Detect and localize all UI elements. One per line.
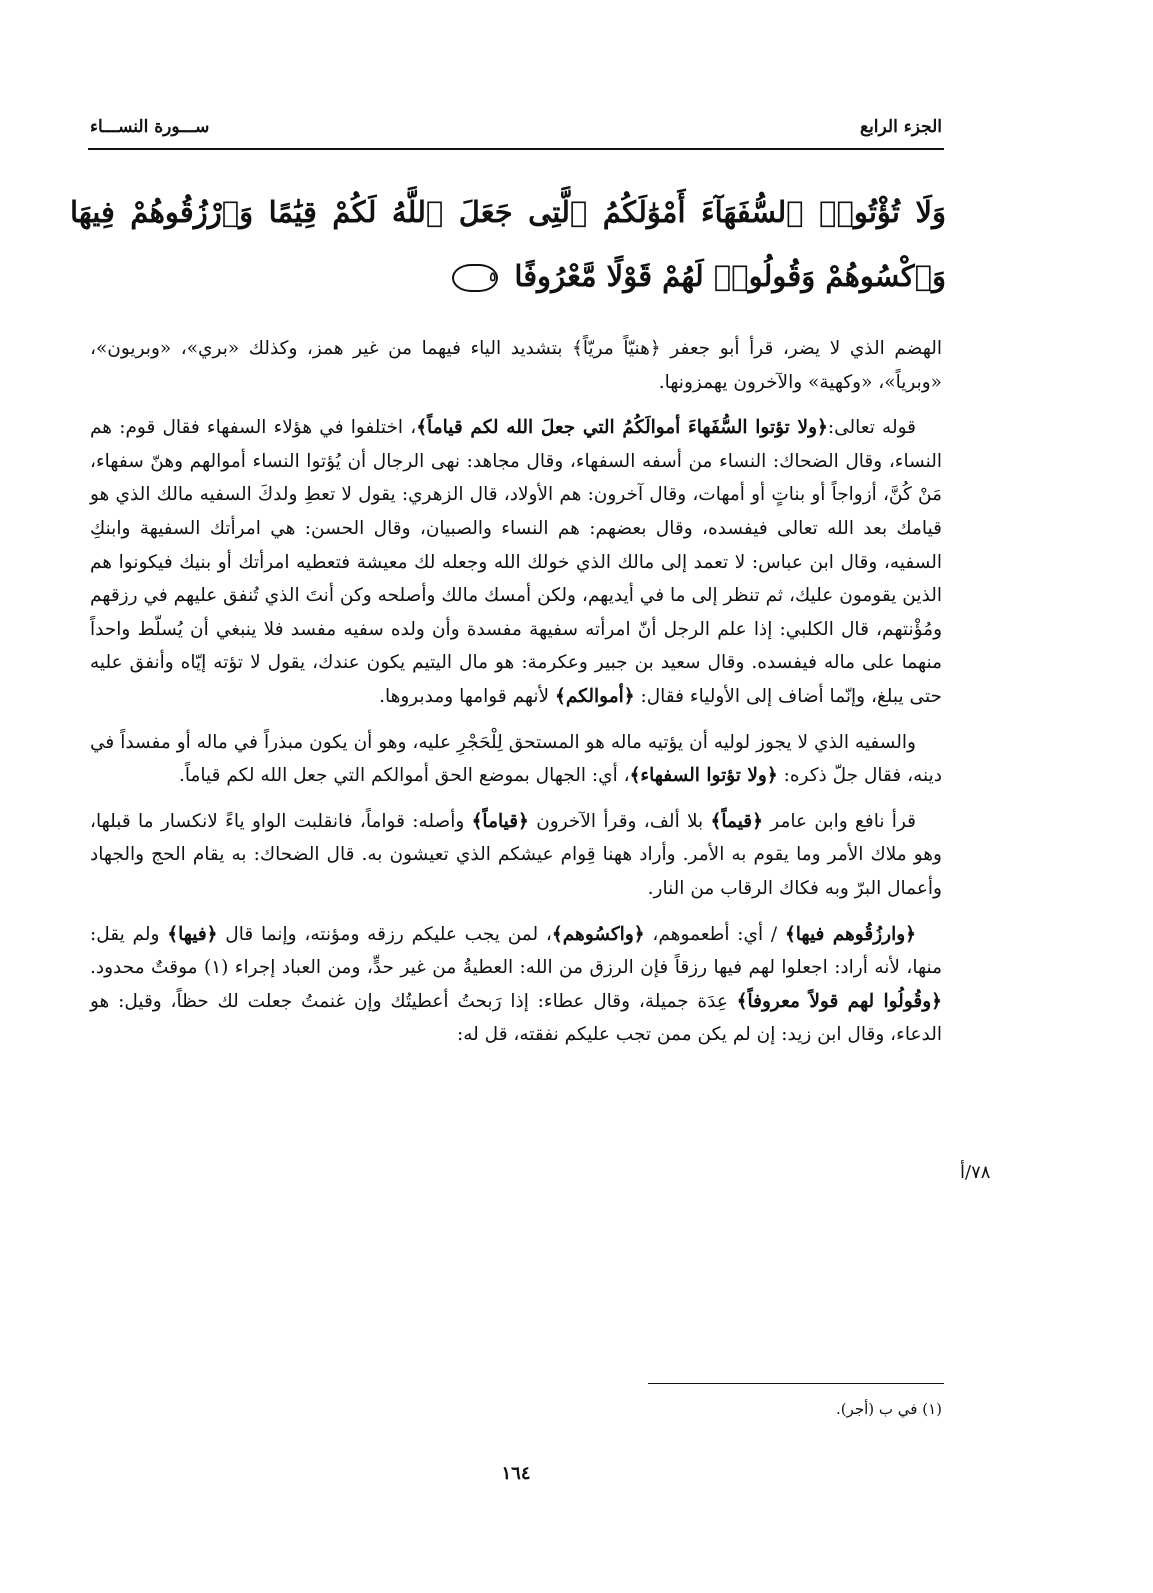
- paragraph-4-quote-2: ﴿قياماً﴾: [471, 810, 529, 832]
- paragraph-4-quote-1: ﴿قيماً﴾: [710, 810, 763, 832]
- paragraph-5-quote-1: ﴿وارزُقُوهم فيها﴾: [784, 923, 916, 945]
- paragraph-2-text: ، اختلفوا في هؤلاء السفهاء فقال قوم: هم النساء، وقال الضحاك: النساء من أسفه السفهاء، وقال مجاهد: نهى الرجال أن يُؤتوا النساء أموالهم وهنّ سفهاء، مَنْ كُنَّ، أزواجاً أو بناتٍ أو أمهات، وقال آخرون: هم الأولاد، قال الزهري: يقول لا تعطِ ولدكَ السفيه مالك الذي هو قيامك بعد الله تعالى فيفسده، وقال بعضهم: هم النساء والصبيان، وقال الحسن: هي امرأتك السفيهة وابنكِ السفيه، وقال ابن عباس: لا تعمد إلى مالك الذي خولك الله وجعله لك معيشة فتعطيه امرأتك أو بنيك فيكونوا هم الذين يقومون عليك، ثم تنظر إلى ما في أيديهم، ولكن أمسك مالك وأصلحه وكن أنتَ الذي تُنفق عليهم في رزقهم ومُؤْنتهم، قال الكلبي: إذا علم الرجل أنّ امرأته سفيهة مفسدة وأن ولده سفيه مفسد فلا ينبغي أن يُسلّط واحداً منهما على ماله فيفسده. وقال سعيد بن جبير وعكرمة: هو مال اليتيم يكون عندك، يقول لا تؤته إيّاه وأنفق عليه حتى يبلغ، وإنّما أضاف إلى الأولياء فقال:: [90, 417, 942, 707]
- paragraph-4: [90, 805, 942, 906]
- paragraph-3-quote: ﴿ولا تؤتوا السفهاء﴾: [629, 765, 778, 787]
- paragraph-1: [90, 332, 942, 399]
- verse-text: وَلَا تُؤْتُوا۟ ٱلسُّفَهَآءَ أَمْوَٰلَكُمُ ٱلَّتِى جَعَلَ ٱللَّهُ لَكُمْ قِيَٰمًا وَٱرْزُقُوهُمْ فِيهَا وَٱكْسُوهُمْ وَقُولُوا۟ لَهُمْ قَوْلًا مَّعْرُوفًا: [70, 195, 946, 293]
- paragraph-3-end: ، أي: الجهال بموضع الحق أموالكم التي جعل الله لكم قياماً.: [178, 765, 630, 787]
- manuscript-folio-note: ٧٨/أ: [960, 1162, 991, 1183]
- footnote: (١) في ب (أجر).: [835, 1400, 942, 1418]
- commentary-body: [90, 332, 942, 1064]
- quran-verse: [70, 180, 946, 308]
- paragraph-5-a: / أي: أطعموهم،: [644, 923, 785, 945]
- paragraph-2-quote: ﴿ولا تؤتوا السُّفَهاءَ أموالَكُمُ التي جعلَ الله لكم قياماً﴾: [416, 417, 828, 439]
- header-rule: [88, 148, 944, 150]
- header-surah-title: ســـورة النســـاء: [90, 117, 210, 137]
- paragraph-5-c: ولم يقل: منها، لأنه أراد: اجعلوا لهم فيها رزقاً فإن الرزق من الله: العطيةُ من غير حدٍّ، ومن العباد إجراء (١) موقتٌ محدود.: [90, 923, 943, 979]
- paragraph-5-quote-3: ﴿فيها﴾: [167, 923, 218, 945]
- paragraph-2-lead: قوله تعالى:: [827, 417, 916, 439]
- ayah-number-marker: ٥: [452, 264, 498, 292]
- paragraph-4-start: قرأ نافع وابن عامر: [762, 810, 916, 832]
- paragraph-2-end: لأنهم قوامها ومدبروها.: [379, 685, 555, 707]
- footnote-rule: [648, 1383, 944, 1384]
- paragraph-4-mid: بلا ألف، وقرأ الآخرون: [528, 810, 711, 832]
- paragraph-5: [90, 918, 942, 1052]
- paragraph-3: [90, 726, 942, 793]
- paragraph-1-text: الهضم الذي لا يضر، قرأ أبو جعفر ﴿هنيّاً مريّاً﴾ بتشديد الياء فيهما من غير همز، وكذلك «بري»، «وبريون»، «وبرياً»، «وكهية» والآخرون يهمزونها.: [90, 338, 942, 393]
- paragraph-3-start: والسفيه الذي لا يجوز لوليه أن يؤتيه ماله هو المستحق لِلْحَجْرِ عليه، وهو أن يكون مبذراً في ماله أو مفسداً في دينه، فقال جلّ ذكره:: [90, 731, 942, 787]
- paragraph-2-quote-2: ﴿أموالكم﴾: [555, 685, 635, 707]
- paragraph-5-b: ، لمن يجب عليكم رزقه ومؤنته، وإنما قال: [217, 923, 552, 945]
- paragraph-5-quote-4: ﴿وقُولُوا لهم قولاً معروفاً﴾: [736, 990, 942, 1012]
- running-header: [90, 112, 942, 142]
- paragraph-5-d: عِدَة جميلة، وقال عطاء: إذا رَبحتُ أعطيتُك وإن غنمتُ جعلت لك حظاً، وقيل: هو الدعاء، وقال ابن زيد: إن لم يكن ممن تجب عليكم نفقته، قل له:: [90, 990, 942, 1046]
- paragraph-4-end: وأصله: قواماً، فانقلبت الواو ياءً لانكسار ما قبلها، وهو ملاك الأمر وما يقوم به الأمر. وأراد ههنا قِوام عيشكم الذي تعيشون به. قال الضحاك: به يقام الحج والجهاد وأعمال البرّ وبه فكاك الرقاب من النار.: [90, 810, 942, 899]
- paragraph-2: [90, 411, 942, 713]
- paragraph-5-quote-2: ﴿واكسُوهم﴾: [551, 923, 645, 945]
- header-part-title: الجزء الرابع: [860, 117, 942, 137]
- page-number: ١٦٤: [501, 1463, 531, 1484]
